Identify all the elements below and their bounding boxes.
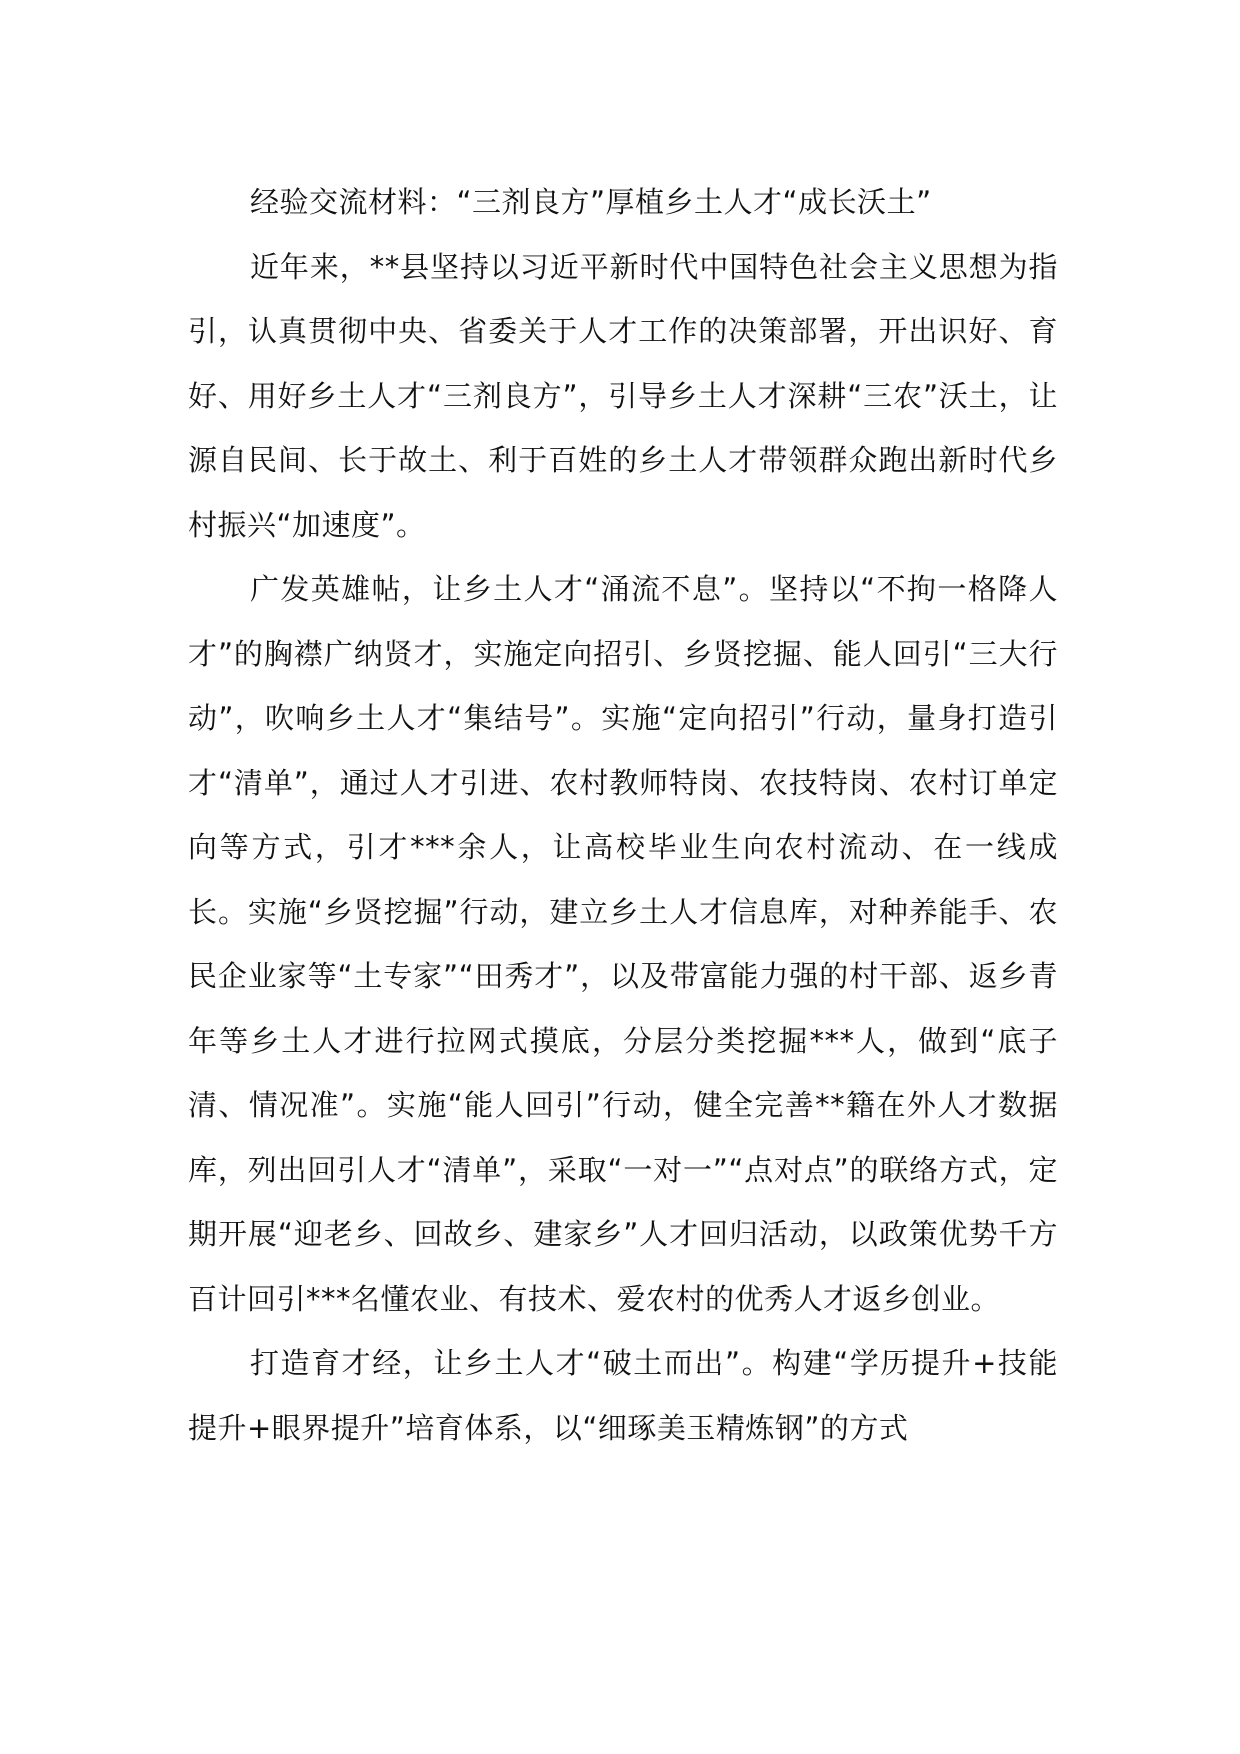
paragraph-intro: 近年来，**县坚持以习近平新时代中国特色社会主义思想为指引，认真贯彻中央、省委关于人才工作的决策部署，开出识好、育好、用好乡土人才“三剂良方”，引导乡土人才深耕“三农”沃土，让源自民间、长于故土、利于百姓的乡土人才带领群众跑出新时代乡村振兴“加速度”。 [188,249,1058,542]
document-body [188,170,1058,1460]
document-title: 经验交流材料：“三剂良方”厚植乡土人才“成长沃土” [250,185,932,219]
paragraph-recruit-talent: 广发英雄帖，让乡土人才“涌流不息”。坚持以“不拘一格降人才”的胸襟广纳贤才，实施定向招引、乡贤挖掘、能人回引“三大行动”，吹响乡土人才“集结号”。实施“定向招引”行动，量身打造引才“清单”，通过人才引进、农村教师特岗、农技特岗、农村订单定向等方式，引才***余人，让高校毕业生向农村流动、在一线成长。实施“乡贤挖掘”行动，建立乡土人才信息库，对种养能手、农民企业家等“土专家”“田秀才”，以及带富能力强的村干部、返乡青年等乡土人才进行拉网式摸底，分层分类挖掘***人，做到“底子清、情况准”。实施“能人回引”行动，健全完善**籍在外人才数据库，列出回引人才“清单”，采取“一对一”“点对点”的联络方式，定期开展“迎老乡、回故乡、建家乡”人才回归活动，以政策优势千方百计回引***名懂农业、有技术、爱农村的优秀人才返乡创业。 [188,572,1058,1316]
paragraph-cultivate-talent: 打造育才经，让乡土人才“破土而出”。构建“学历提升+技能提升+眼界提升”培育体系，以“细琢美玉精炼钢”的方式 [188,1346,1058,1445]
